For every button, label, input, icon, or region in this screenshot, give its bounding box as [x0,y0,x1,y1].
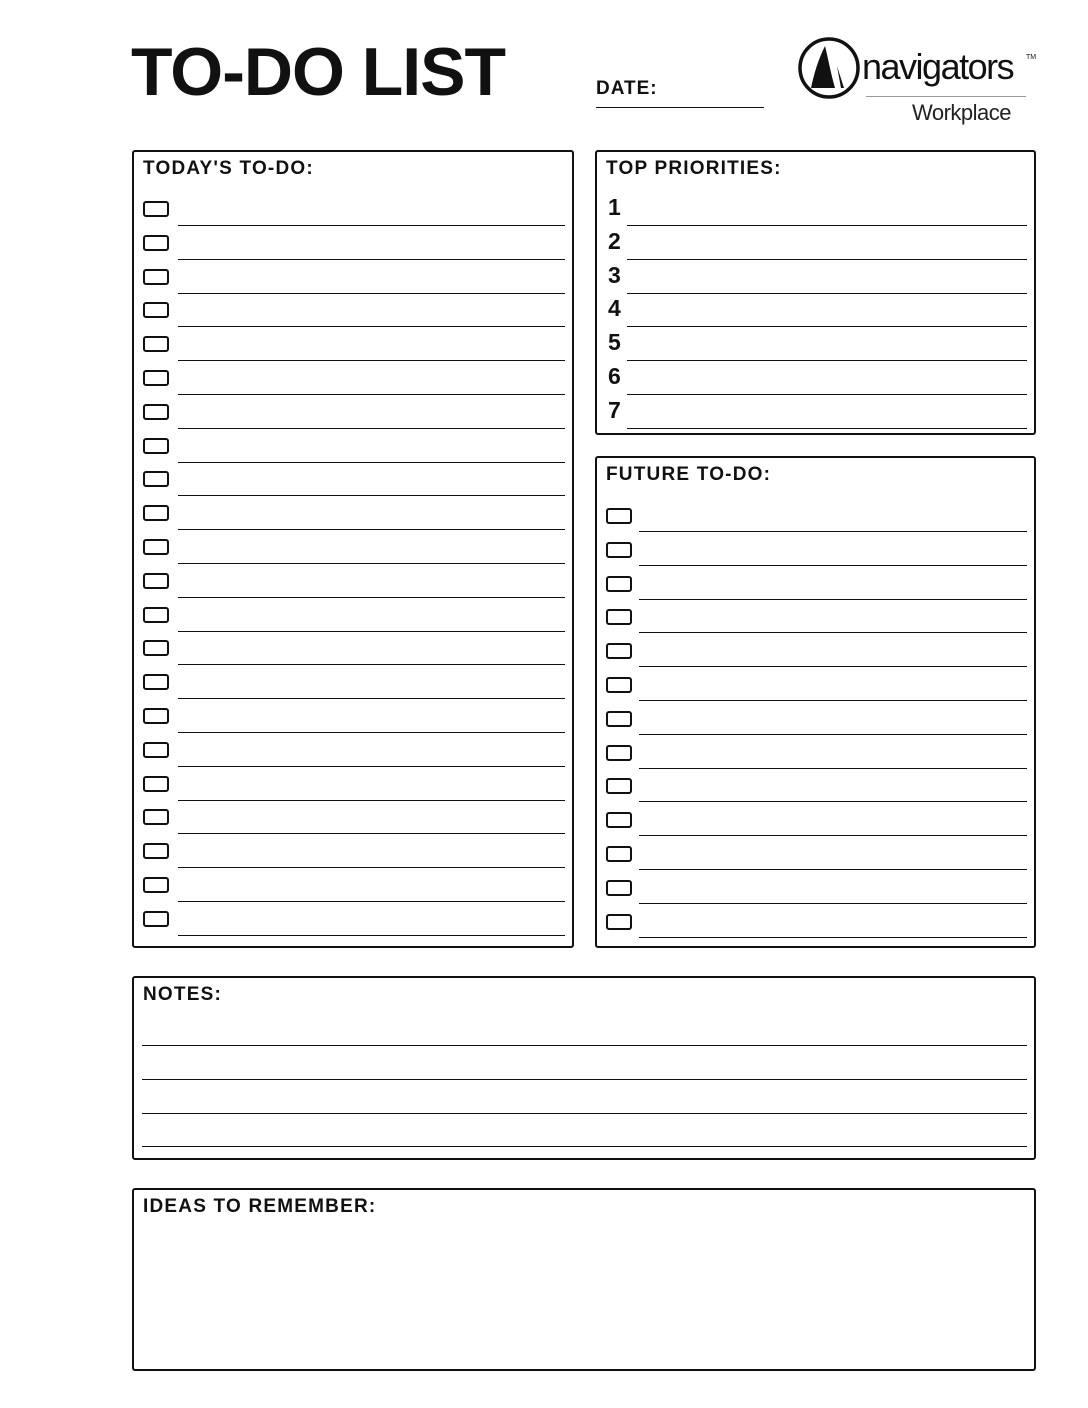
future-todo-panel [595,456,1036,948]
priority-number: 5 [608,329,621,356]
checklist-row [605,768,1027,802]
notes-panel [132,976,1036,1160]
checklist-row [142,462,565,496]
checkbox[interactable] [143,607,169,623]
checkbox[interactable] [143,302,169,318]
checklist-row [605,599,1027,633]
logo-trademark: TM [1026,54,1037,61]
checkbox[interactable] [606,745,632,761]
checkbox[interactable] [606,677,632,693]
page-title: TO-DO LIST [131,34,506,110]
checklist-row [605,802,1027,836]
checklist-row [142,767,565,801]
checklist-row [142,800,565,834]
date-field[interactable] [596,78,764,108]
checklist-row [605,566,1027,600]
checklist-row [605,870,1027,904]
logo-brand: navigators [862,46,1014,87]
checkbox[interactable] [606,711,632,727]
logo-divider [866,96,1026,97]
checkbox[interactable] [606,643,632,659]
checkbox[interactable] [143,336,169,352]
checklist-row [142,361,565,395]
checkbox[interactable] [606,812,632,828]
checklist-row [142,665,565,699]
checklist-row [142,395,565,429]
priority-number: 3 [608,261,621,288]
notes-title: NOTES: [143,984,222,1005]
checkbox[interactable] [143,404,169,420]
checklist-row [142,631,565,665]
checklist-row [605,498,1027,532]
todays-todo-panel [132,150,574,948]
checkbox[interactable] [606,914,632,930]
notes-line[interactable] [142,1045,1027,1046]
sailboat-icon [798,36,860,102]
date-label: DATE: [596,78,658,99]
checkbox[interactable] [143,708,169,724]
checklist-row [605,701,1027,735]
checklist-row [605,667,1027,701]
checkbox[interactable] [606,846,632,862]
checklist-row [142,868,565,902]
checkbox[interactable] [143,471,169,487]
priority-row [605,395,1027,429]
notes-line[interactable] [142,1113,1027,1114]
priority-row [605,293,1027,327]
checklist-row [605,532,1027,566]
checkbox[interactable] [143,843,169,859]
priority-row [605,260,1027,294]
priority-number: 6 [608,363,621,389]
checklist-row [142,293,565,327]
checkbox[interactable] [606,542,632,558]
checklist-row [605,904,1027,938]
checkbox[interactable] [143,742,169,758]
checkbox[interactable] [143,911,169,927]
checklist-row [142,564,565,598]
priority-number: 2 [608,227,621,254]
checklist-row [605,633,1027,667]
notes-line[interactable] [142,1079,1027,1080]
priority-number: 7 [608,396,621,423]
write-line[interactable] [178,935,565,936]
checklist-row [142,733,565,767]
priority-row [605,361,1027,395]
priority-row [605,192,1027,226]
checkbox[interactable] [143,269,169,285]
checkbox[interactable] [606,609,632,625]
notes-line[interactable] [142,1146,1027,1147]
checklist-row [605,836,1027,870]
priority-number: 4 [608,295,621,322]
date-line[interactable] [596,107,764,108]
ideas-panel[interactable] [132,1188,1036,1371]
ideas-title: IDEAS TO REMEMBER: [143,1196,377,1217]
checkbox[interactable] [606,880,632,896]
top-priorities-title: TOP PRIORITIES: [606,158,782,179]
checkbox[interactable] [143,640,169,656]
top-priorities-panel [595,150,1036,435]
checklist-row [142,260,565,294]
checklist-row [142,598,565,632]
checklist-row [142,429,565,463]
checkbox[interactable] [143,235,169,251]
checkbox[interactable] [143,438,169,454]
priority-number: 1 [608,194,621,220]
checkbox[interactable] [606,508,632,524]
checklist-row [605,735,1027,769]
navigators-logo [798,36,1038,131]
checklist-row [142,530,565,564]
future-todo-title: FUTURE TO-DO: [606,464,772,485]
priority-row [605,226,1027,260]
priority-row [605,327,1027,361]
checklist-row [142,834,565,868]
checkbox[interactable] [143,370,169,386]
checklist-row [142,327,565,361]
checkbox[interactable] [143,809,169,825]
checklist-row [142,902,565,936]
todays-todo-title: TODAY'S TO-DO: [143,158,314,179]
checkbox[interactable] [143,539,169,555]
checkbox[interactable] [143,201,169,217]
logo-sub: Workplace [912,100,1012,125]
checkbox[interactable] [606,576,632,592]
checkbox[interactable] [143,573,169,589]
checklist-row [142,496,565,530]
checkbox[interactable] [606,778,632,794]
checkbox[interactable] [143,674,169,690]
write-line[interactable] [639,937,1027,938]
checklist-row [142,192,565,226]
checkbox[interactable] [143,505,169,521]
checklist-row [142,699,565,733]
write-line[interactable] [627,428,1027,429]
checkbox[interactable] [143,877,169,893]
checklist-row [142,226,565,260]
checkbox[interactable] [143,776,169,792]
